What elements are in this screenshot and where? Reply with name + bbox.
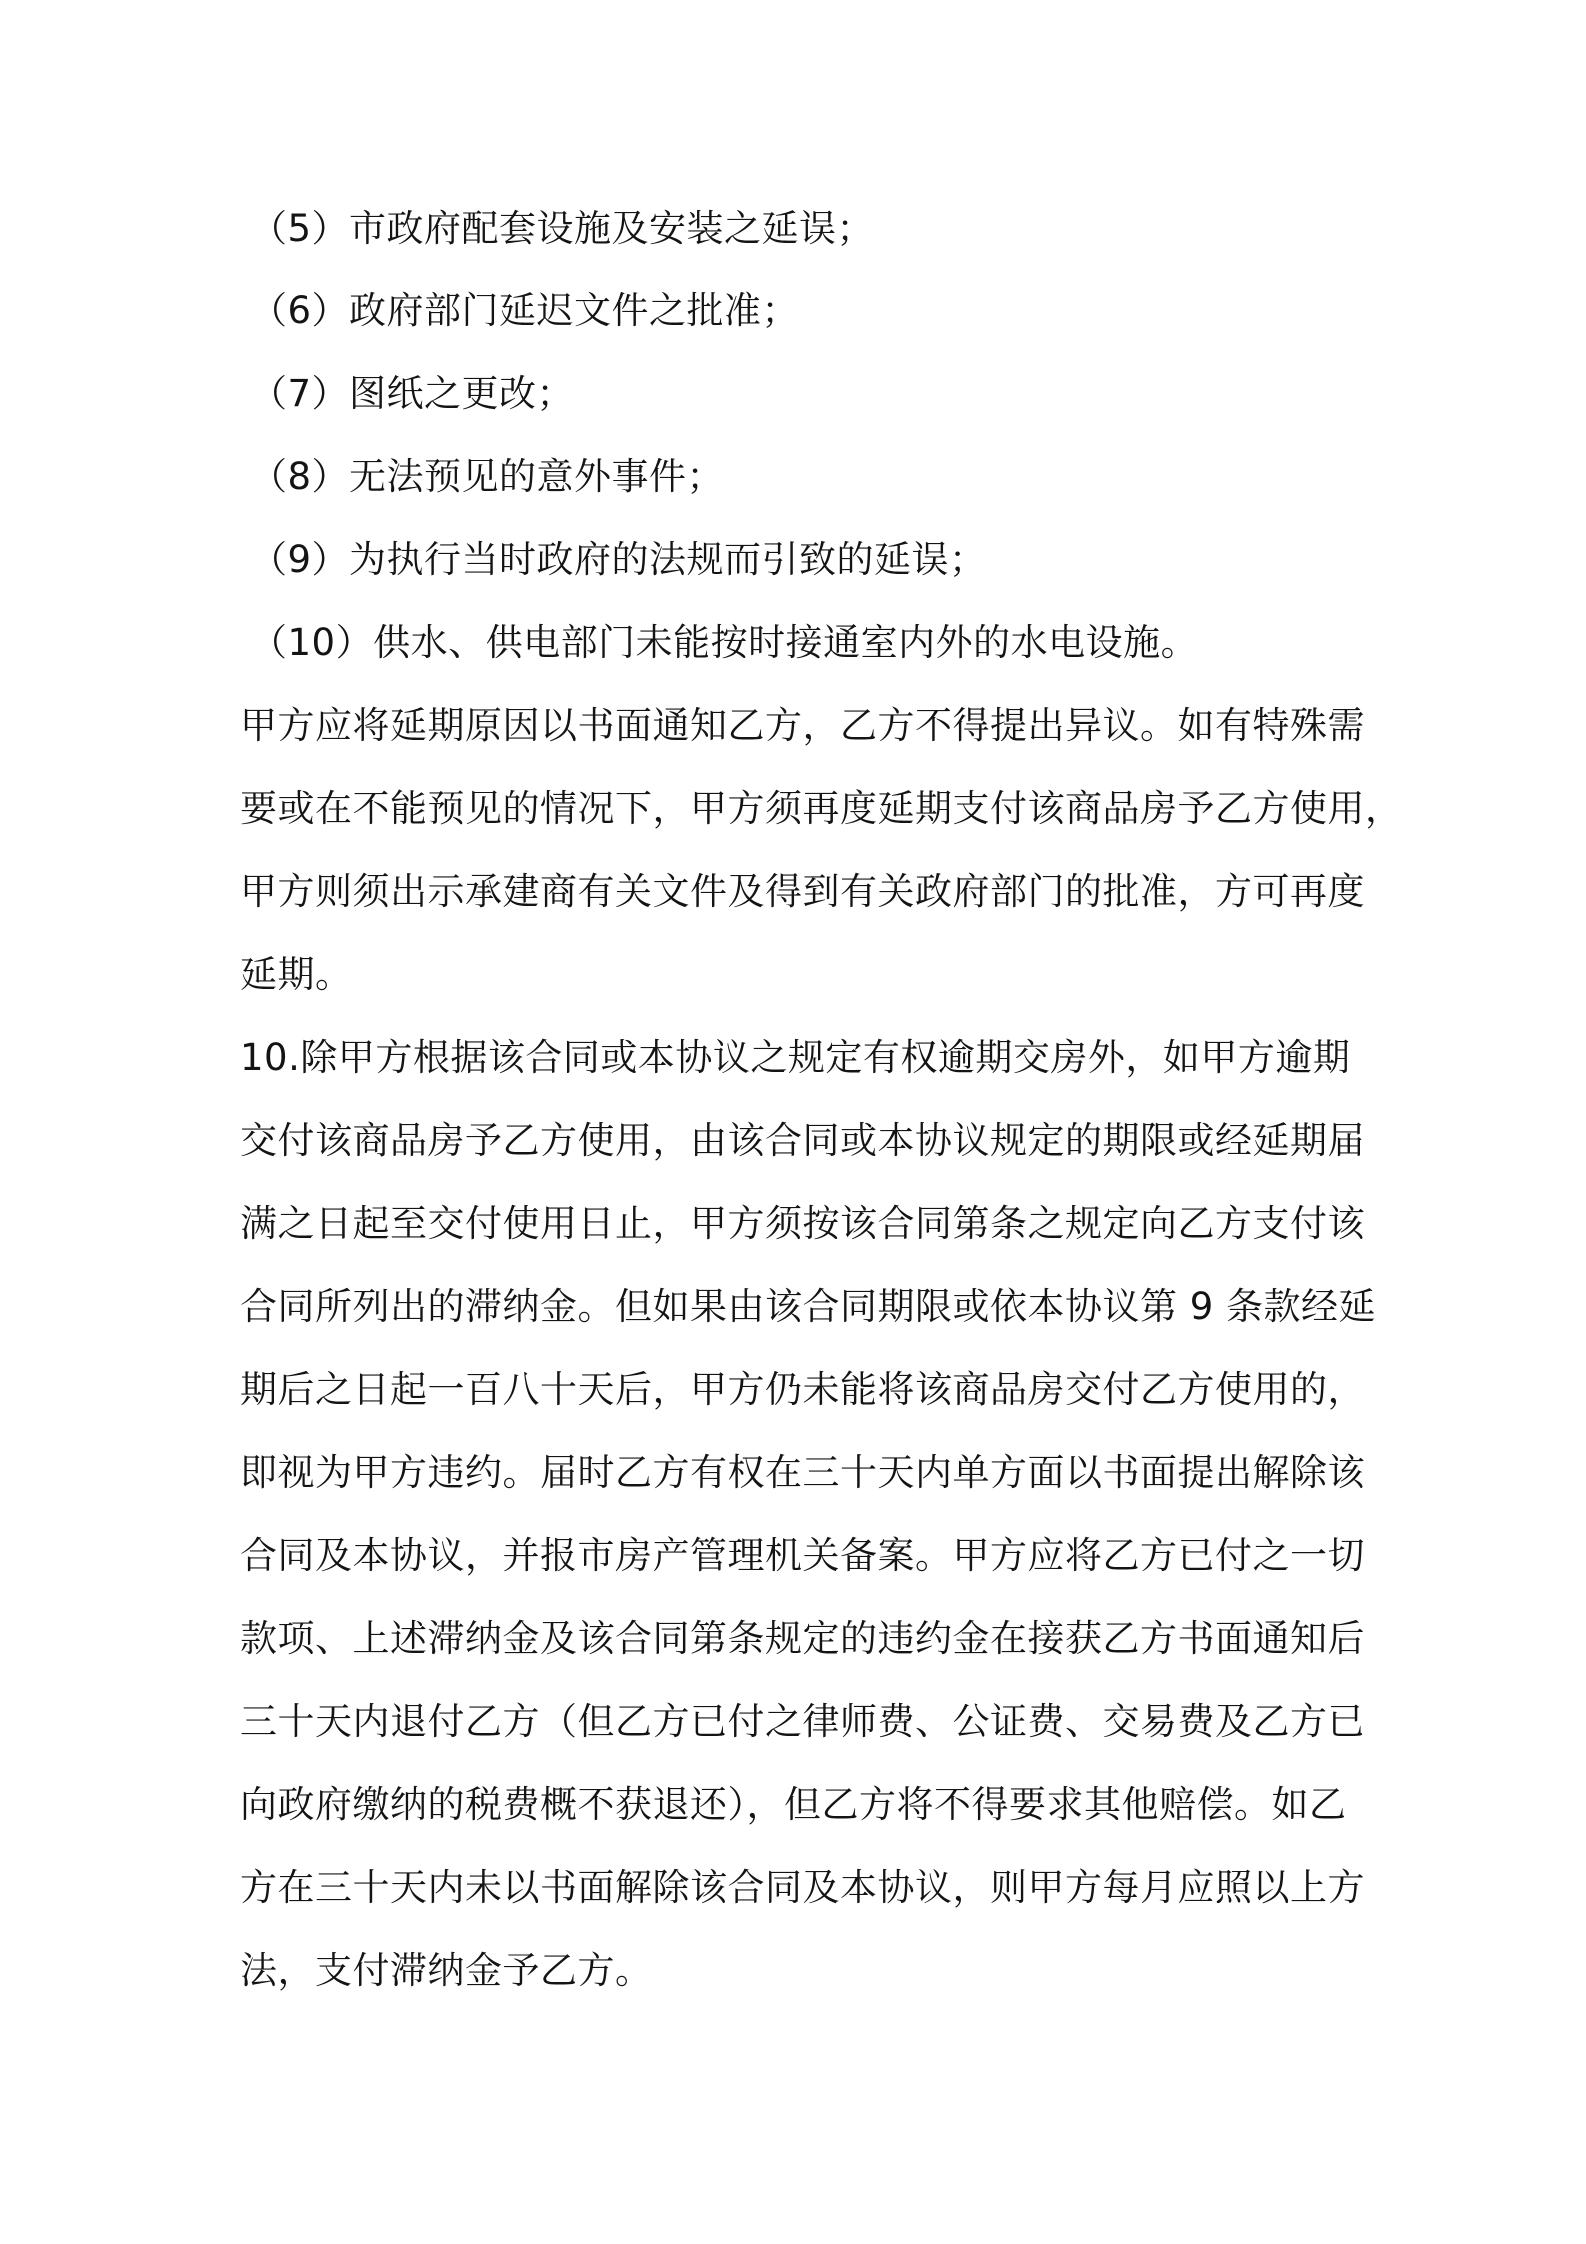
list-item: （9）为执行当时政府的法规而引致的延误； [250,538,987,581]
paragraph-line: 合同所列出的滞纳金。但如果由该合同期限或依本协议第 9 条款经延 [240,1285,1377,1328]
paragraph-line: 法，支付滞纳金予乙方。 [240,1949,653,1992]
list-item: （7）图纸之更改； [250,372,575,415]
paragraph-line: 期后之日起一百八十天后，甲方仍未能将该商品房交付乙方使用的， [240,1368,1365,1411]
paragraph-line: 10.除甲方根据该合同或本协议之规定有权逾期交房外，如甲方逾期 [240,1036,1351,1079]
list-item: （8）无法预见的意外事件； [250,455,725,498]
list-item: （5）市政府配套设施及安装之延误； [250,207,875,250]
paragraph-line: 方在三十天内未以书面解除该合同及本协议，则甲方每月应照以上方 [240,1866,1365,1909]
paragraph-line: 即视为甲方违约。届时乙方有权在三十天内单方面以书面提出解除该 [240,1451,1365,1494]
paragraph-line: 延期。 [240,953,353,996]
list-item: （10）供水、供电部门未能按时接通室内外的水电设施。 [250,621,1199,664]
paragraph-line: 要或在不能预见的情况下，甲方须再度延期支付该商品房予乙方使用， [240,787,1403,830]
paragraph-line: 合同及本协议，并报市房产管理机关备案。甲方应将乙方已付之一切 [240,1534,1365,1577]
paragraph-line: 交付该商品房予乙方使用，由该合同或本协议规定的期限或经延期届 [240,1119,1365,1162]
paragraph-line: 甲方则须出示承建商有关文件及得到有关政府部门的批准，方可再度 [240,870,1365,913]
paragraph-line: 三十天内退付乙方（但乙方已付之律师费、公证费、交易费及乙方已 [240,1700,1365,1743]
paragraph-line: 甲方应将延期原因以书面通知乙方，乙方不得提出异议。如有特殊需 [240,704,1365,747]
paragraph-line: 向政府缴纳的税费概不获退还），但乙方将不得要求其他赔偿。如乙 [240,1783,1347,1826]
paragraph-line: 款项、上述滞纳金及该合同第条规定的违约金在接获乙方书面通知后 [240,1617,1365,1660]
paragraph-line: 满之日起至交付使用日止，甲方须按该合同第条之规定向乙方支付该 [240,1202,1365,1245]
list-item: （6）政府部门延迟文件之批准； [250,289,800,332]
